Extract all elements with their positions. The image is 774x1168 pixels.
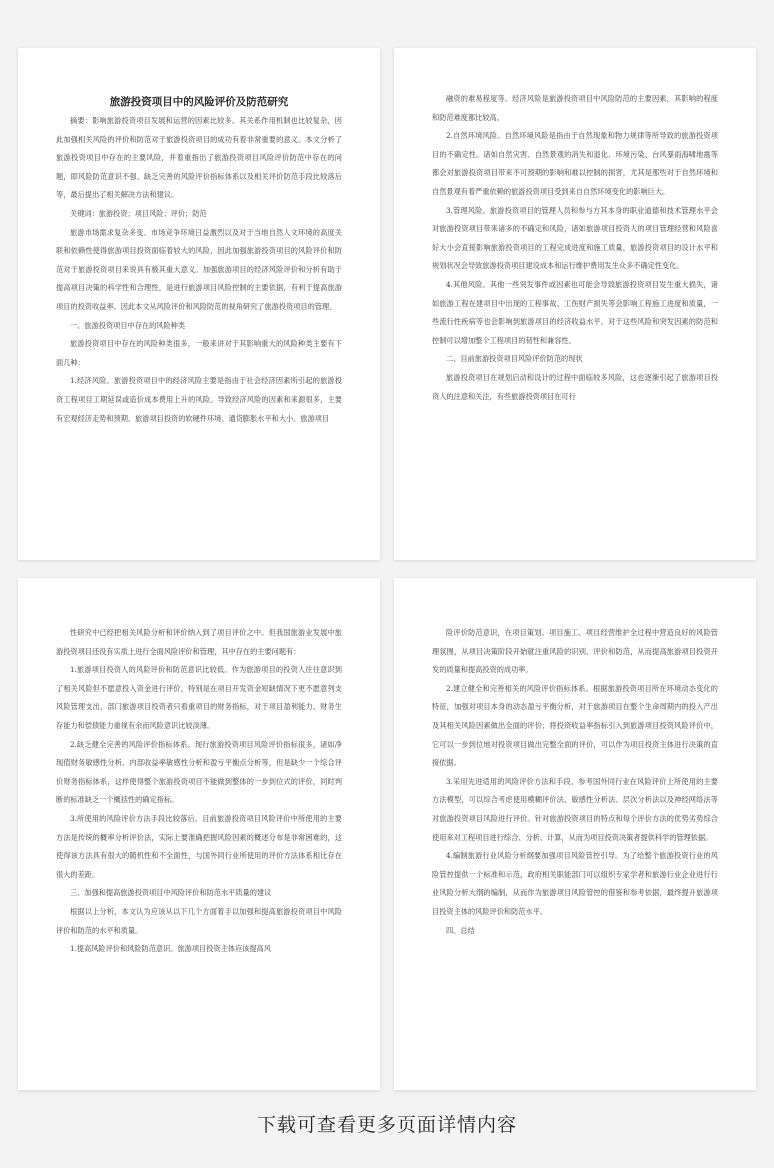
document-page-1 (18, 48, 380, 560)
body-paragraph: 1.旅游项目投资人的风险评价和防范意识比较低。作为旅游项目的投资人往往意识到了相关风险但不愿意投入资金进行评价，特别是在项目开发资金短缺情况下更不愿意列支风险管理支出，部门旅游项目投资者只看重项目的财务指标，对于项目盈利能力、财务生存能力和偿债能力重视有余而风险意识比较淡薄。 (56, 665, 342, 730)
body-paragraph: 2.缺乏健全完善的风险评价指标体系。现行旅游投资项目风险评价指标很多，诸如净现值财务敏感性分析、内部收益率敏感性分析和盈亏平衡点分析等，但是缺少一个综合评价财务指标体系，这样使得整个旅游投资项目不能做到整体的一步到位式的评价，同时判断的标准缺乏一个概括性的确定指标。 (56, 739, 342, 805)
body-paragraph: 4.编制旅游行业风险分析纲要加强项目风险管控引导。为了给整个旅游投资行业的风险管控提供一个标准和示范，政府相关职能部门可以组织专家学者和旅游行业企业进行行业风险分析大纲的编制，从而作为旅游项目风险管控的借鉴和参考依据，最终提升旅游项目投资主体的风险评价和防范水平。 (432, 851, 718, 916)
body-paragraph: 2.自然环境风险。自然环境风险是指由于自然现象和物力规律等所导致的旅游投资项目的不确定性。诸如自然灾害、自然景观的消失和退化、环境污染、台风暴雨海啸地震等都会对旅游投资项目带来不可预期的影响和难以控制的损害，尤其是那些对于自然环境和自然景观有着严重依赖的旅游投资项目受到来自自然环境变化的影响巨大。 (432, 131, 718, 196)
body-paragraph: 3.采用先进适用的风险评价方法和手段。参考国外同行业在风险评价上所使用的主要方法模型，可以综合考虑使用模糊评价法、敏感性分析法、层次分析法以及神经网络法等对旅游投资项目风险进行评价。针对旅游投资项目的特点和每个评价方法的优势劣势综合使用来对工程项目进行综合、分析、计算，从而为项目投资决策者提供科学的管理依据。 (432, 776, 718, 842)
body-paragraph: 性研究中已经把相关风险分析和评价纳入到了项目评价之中。但我国旅游业发展中旅游投资项目还没有实质上进行全面风险评价和管理，其中存在的主要问题有： (56, 628, 342, 656)
body-paragraph: 险评价防范意识，在项目策划、项目施工、项目经营维护全过程中营造良好的风险管理氛围，从项目决策阶段开始就注重风险的识别、评价和防范，从而提高旅游项目投资开发的质量和提高投资的成功率。 (432, 628, 718, 675)
download-more-prompt[interactable]: 下载可查看更多页面详情内容 (256, 1114, 517, 1136)
section-heading: 三、加强和提高旅游投资项目中风险评价和防范水平质量的建议 (70, 888, 272, 898)
body-paragraph: 3.所使用的风险评价方法手段比较落后。目前旅游投资项目风险评价中所使用的主要方法是传统的概率分析评价法，实际上要准确把握风险因素的概述分布是非常困难的，这使得该方法具有很大的随机性和不全面性，与国外同行业所使用的评价方法体系相比存在很大的差距。 (56, 813, 342, 879)
section-heading: 二、目前旅游投资项目风险评价防范的现状 (446, 354, 583, 364)
keywords-paragraph: 关键词：旅游投资；项目风险；评价；防范 (70, 208, 207, 218)
section-heading: 四、总结 (446, 925, 475, 935)
document-page-4 (394, 578, 756, 1090)
body-paragraph: 4.其他风险。其他一些突发事件或因素也可能会导致旅游投资项目发生重大损失，诸如旅游工程在建项目中出现的工程事故、工伤财产损失等会影响工程施工进度和质量，一些流行性疾病等也会影响到旅游项目的经济收益水平，对于这些风险和突发因素的防范和控制可以增加整个工程项目的韧性和兼容性。 (432, 279, 718, 345)
body-paragraph: 3.管理风险。旅游投资项目的管理人员和参与方其本身的职业道德和技术管理水平会对旅游投资项目带来诸多的不确定和风险，诸如旅游项目投资人的项目管理经营和风险喜好大小会直接影响旅游投资项目的工程完成进度和施工质量，旅游投资项目的设计水平和规划状况会导致旅游投资项目建设成本和运行维护费用发生众多不确定性变化。 (432, 205, 718, 271)
body-paragraph: 旅游投资项目在规划启动和设计的过程中面临较多风险，这也逐渐引起了旅游项目投资人的注意和关注，有些旅游投资项目在可行 (432, 372, 718, 401)
document-page-2 (394, 48, 756, 560)
article-title: 旅游投资项目中的风险评价及防范研究 (109, 96, 289, 108)
abstract-paragraph: 摘要：影响旅游投资项目发展和运营的因素比较多。其关系作用机制也比较复杂，因此加强相关风险的评价和防范对于旅游投资项目的成功有着非常重要的意义。本文分析了旅游投资项目中存在的主要风险，并着重指出了旅游投资项目风险评价防范中存在的问题，即风险防范意识不强、缺乏完善的风险评价指标体系以及相关评价防范手段比较落后等，最后提出了相关解决方法和建议。 (56, 116, 342, 200)
document-page-3 (18, 578, 380, 1090)
body-paragraph: 根据以上分析，本文认为应该从以下几个方面着手以加强和提高旅游投资项目中风险评价和防范的水平和质量。 (56, 906, 342, 935)
body-paragraph: 1.提高风险评价和风险防范意识。旅游项目投资主体应该提高风 (70, 944, 271, 954)
section-heading: 一、旅游投资项目中存在的风险种类 (70, 320, 186, 330)
intro-paragraph: 旅游市场需求复杂多变、市场竞争环境日益激烈以及对于当地自然人文环境的高度关联和依赖性使得旅游项目投资面临着较大的风险，因此加强旅游投资项目的风险评价和防范对于旅游投资项目来说具有极其重大意义。加强旅游项目的经济风险评价和分析有助于提高项目决策的科学性和合理性，是进行旅游项目风险控制的主要依据，有利于提高旅游项目的投资收益率。因此本文从风险评价和风险防范的视角研究了旅游投资项目的管理。 (56, 227, 342, 311)
body-paragraph: 1.经济风险。旅游投资项目中的经济风险主要是指由于社会经济因素所引起的旅游投资工程项目工期延误或造价成本费用上升的风险。导致经济风险的因素和来源很多，主要有宏观经济走势和预期、旅游项目投资的软硬件环境、通货膨胀水平和大小、旅游项目 (56, 376, 342, 423)
body-paragraph: 融资的难易程度等。经济风险是旅游投资项目中风险防范的主要因素，其影响的程度和防范难度都比较高。 (432, 94, 718, 122)
body-paragraph: 旅游投资项目中存在的风险种类很多，一般来讲对于其影响重大的风险种类主要有下面几种： (56, 339, 342, 367)
body-paragraph: 2.建立健全和完善相关的风险评价指标体系。根据旅游投资项目所在环境动态变化的特征，加强对项目本身的动态盈亏平衡分析，对于旅游项目在整个生命周期内的投入产出及其相关风险因素做出全面的评价；将投资收益率指标引入到旅游项目投资风险评价中，它可以一步到位地对投资项目做出完整全面的评价，可以作为项目投资主体进行决策的直接依据。 (432, 683, 718, 768)
